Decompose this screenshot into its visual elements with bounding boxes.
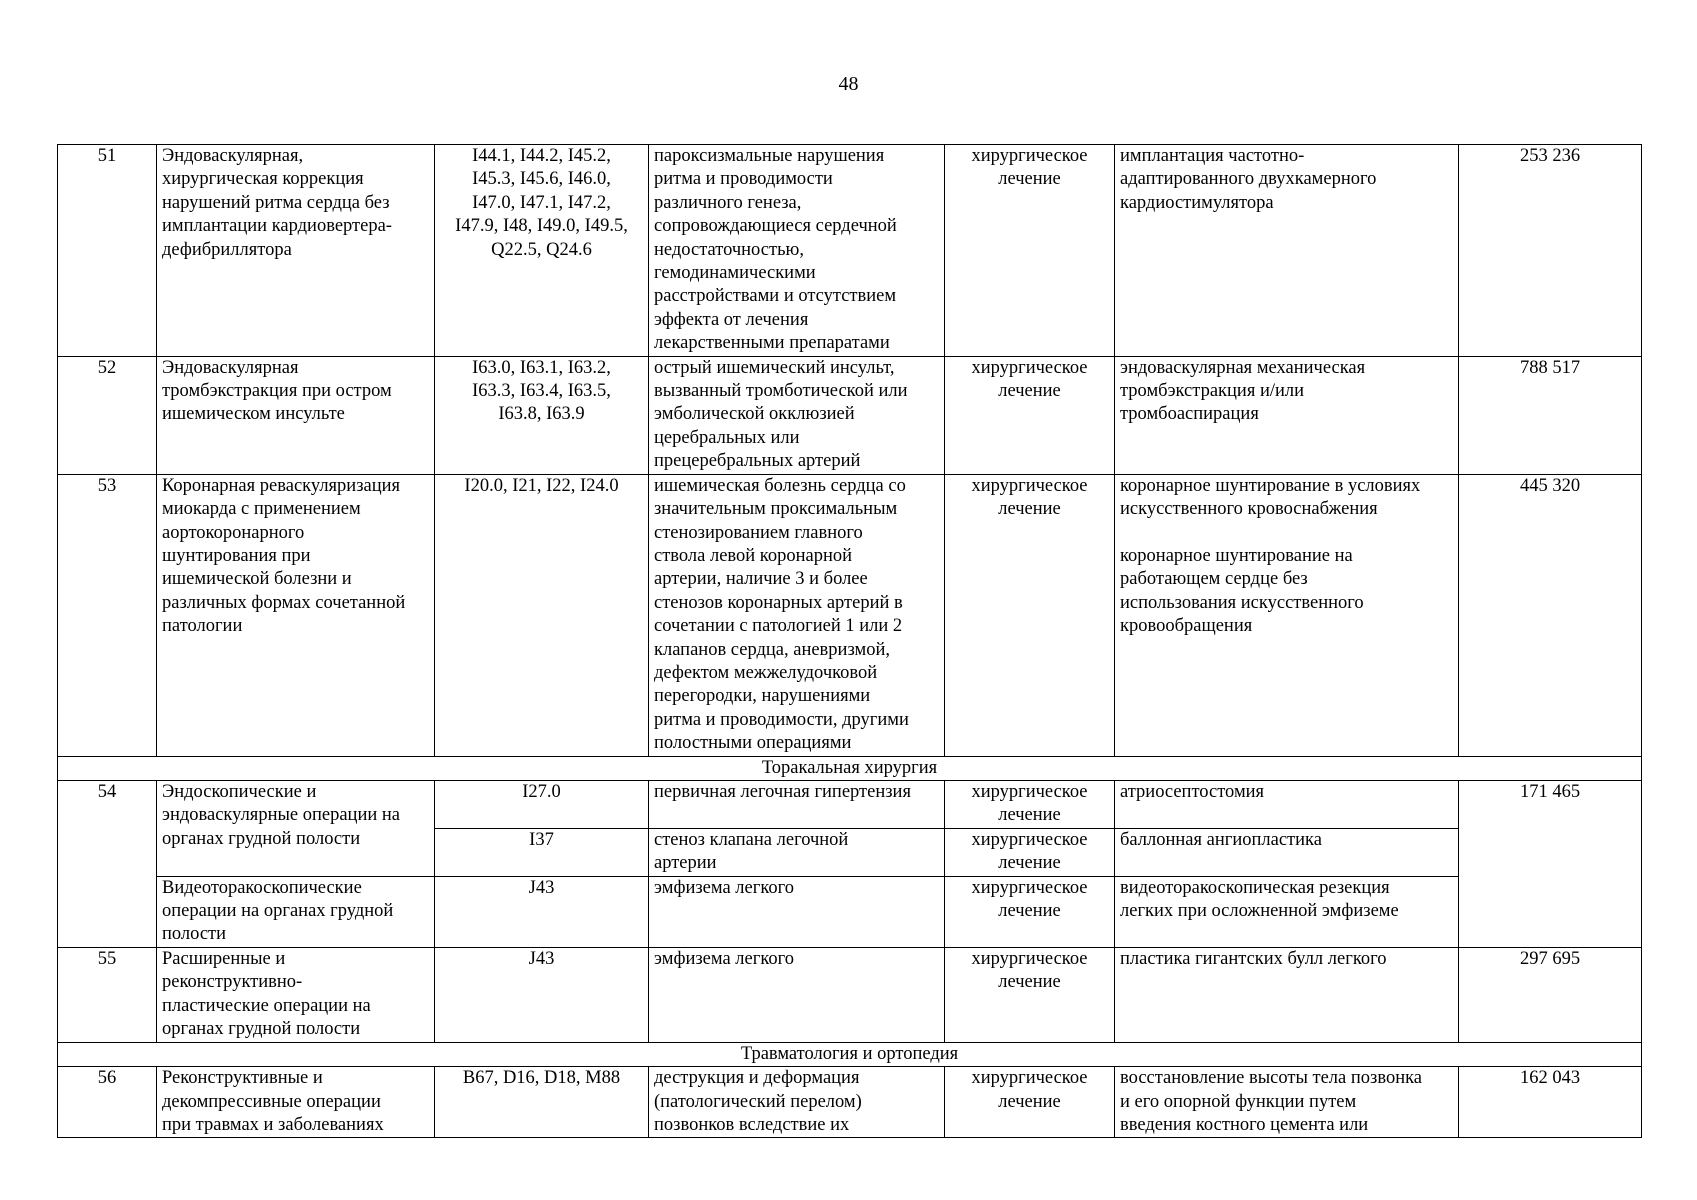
procedure-name-line: Эндоваскулярная	[162, 357, 299, 378]
section-row	[58, 756, 1642, 780]
procedures-table	[57, 144, 1642, 1138]
treatment-method-line: работающем сердце без	[1120, 569, 1308, 590]
patient-model-line: ритма и проводимости	[654, 169, 833, 190]
row-number: 56	[58, 1067, 157, 1138]
treatment-type-line: лечение	[998, 805, 1061, 826]
patient-model-line: значительным проксимальным	[654, 499, 898, 520]
row-number: 53	[58, 474, 157, 756]
treatment-type-line: хирургическое	[971, 877, 1088, 898]
patient-model	[649, 1067, 945, 1138]
patient-model-line: деструкция и деформация	[654, 1068, 860, 1089]
patient-model	[649, 356, 945, 474]
treatment-type	[945, 356, 1115, 474]
icd-codes-line: J43	[528, 948, 555, 969]
treatment-method-line: видеоторакоскопическая резекция	[1120, 877, 1390, 898]
procedure-name-line: дефибриллятора	[162, 239, 292, 260]
patient-model-line: пароксизмальные нарушения	[654, 146, 885, 166]
icd-codes-line: I45.3, I45.6, I46.0,	[472, 169, 611, 190]
icd-codes	[435, 947, 649, 1042]
procedure-name-line: при травмах и заболеваниях	[162, 1115, 384, 1136]
cost-value: 297 695	[1459, 947, 1642, 1042]
patient-model-line: позвонков вследствие их	[654, 1115, 850, 1136]
patient-model-line: сочетании с патологией 1 или 2	[654, 616, 903, 637]
section-heading: Торакальная хирургия	[58, 756, 1642, 780]
table-row	[58, 145, 1642, 357]
patient-model-line: артерии, наличие 3 и более	[654, 569, 868, 590]
procedure-name-line: эндоваскулярные операции на	[162, 805, 400, 826]
icd-codes	[435, 145, 649, 357]
cost-value: 445 320	[1459, 474, 1642, 756]
icd-codes-line: I20.0, I21, I22, I24.0	[464, 475, 619, 496]
procedure-name-line: аортокоронарного	[162, 522, 305, 543]
treatment-type-line: хирургическое	[971, 1068, 1088, 1089]
table-row	[58, 947, 1642, 1042]
treatment-method-line: использования искусственного	[1120, 592, 1364, 613]
patient-model-line: стенозированием главного	[654, 522, 863, 543]
cost-value: 171 465	[1459, 780, 1642, 947]
treatment-method	[1115, 780, 1459, 828]
patient-model-line: перегородки, нарушениями	[654, 686, 871, 707]
treatment-method-line: кардиостимулятора	[1120, 192, 1274, 213]
icd-codes-line: I44.1, I44.2, I45.2,	[472, 146, 611, 166]
page-number: 48	[838, 73, 859, 95]
treatment-type-line: лечение	[998, 499, 1061, 520]
procedure-name	[157, 780, 435, 876]
icd-codes-line: I63.8, I63.9	[498, 404, 585, 425]
patient-model-line: эффекта от лечения	[654, 309, 809, 330]
patient-model-line: прецеребральных артерий	[654, 451, 861, 472]
cost-value: 788 517	[1459, 356, 1642, 474]
treatment-type	[945, 474, 1115, 756]
procedure-name-line: ишемическом инсульте	[162, 404, 345, 425]
treatment-method-line: атриосептостомия	[1120, 781, 1265, 802]
treatment-method-line: кровообращения	[1120, 616, 1253, 637]
patient-model-line: гемодинамическими	[654, 263, 816, 284]
icd-codes-line: I37	[529, 829, 554, 850]
treatment-type	[945, 947, 1115, 1042]
procedure-name-line: органах грудной полости	[162, 1019, 361, 1040]
patient-model-line: полостными операциями	[654, 733, 852, 754]
procedure-name-line: Эндоскопические и	[162, 781, 317, 802]
procedure-name-line: Реконструктивные и	[162, 1068, 323, 1089]
procedure-name-line: Расширенные и	[162, 948, 286, 969]
treatment-method-line: коронарное шунтирование в условиях	[1120, 475, 1421, 496]
row-number: 55	[58, 947, 157, 1042]
treatment-type-line: хирургическое	[971, 781, 1088, 802]
treatment-type	[945, 828, 1115, 876]
treatment-method-line: и его опорной функции путем	[1120, 1091, 1357, 1112]
procedure-name-line: миокарда с применением	[162, 499, 361, 520]
patient-model-line: клапанов сердца, аневризмой,	[654, 639, 890, 660]
treatment-method-line: восстановление высоты тела позвонка	[1120, 1068, 1423, 1089]
icd-codes-line: I47.9, I48, I49.0, I49.5,	[455, 216, 628, 237]
icd-codes-line: I47.0, I47.1, I47.2,	[472, 192, 611, 213]
procedure-name-line: шунтирования при	[162, 545, 311, 566]
treatment-method-line: адаптированного двухкамерного	[1120, 169, 1377, 190]
table-row	[58, 474, 1642, 756]
patient-model	[649, 145, 945, 357]
patient-model	[649, 828, 945, 876]
treatment-method-line: пластика гигантских булл легкого	[1120, 948, 1387, 969]
patient-model-line: стенозов коронарных артерий в	[654, 592, 903, 613]
procedure-name-line: пластические операции на	[162, 995, 371, 1016]
procedure-name	[157, 356, 435, 474]
treatment-method	[1115, 828, 1459, 876]
row-number: 54	[58, 780, 157, 947]
procedure-name	[157, 876, 435, 947]
procedure-name-line: Видеоторакоскопические	[162, 877, 362, 898]
patient-model-line: недостаточностью,	[654, 239, 804, 260]
section-heading: Травматология и ортопедия	[58, 1042, 1642, 1066]
patient-model-line: лекарственными препаратами	[654, 333, 890, 354]
table-row	[58, 1067, 1642, 1138]
treatment-type	[945, 876, 1115, 947]
procedure-name-line: различных формах сочетанной	[162, 592, 406, 613]
icd-codes-line: Q22.5, Q24.6	[491, 239, 592, 260]
patient-model-line: первичная легочная гипертензия	[654, 781, 911, 802]
treatment-method-line: баллонная ангиопластика	[1120, 829, 1322, 850]
treatment-method	[1115, 947, 1459, 1042]
icd-codes	[435, 780, 649, 828]
treatment-type-line: хирургическое	[971, 357, 1088, 378]
treatment-type-line: лечение	[998, 381, 1061, 402]
cost-value: 253 236	[1459, 145, 1642, 357]
treatment-method-line: имплантация частотно-	[1120, 146, 1305, 166]
procedure-name-line: тромбэкстракция при остром	[162, 381, 392, 402]
patient-model-line: расстройствами и отсутствием	[654, 286, 897, 307]
procedure-name-line: Эндоваскулярная,	[162, 146, 304, 166]
procedure-name-line: реконструктивно-	[162, 972, 303, 993]
cost-value: 162 043	[1459, 1067, 1642, 1138]
treatment-method	[1115, 356, 1459, 474]
icd-codes-line: I27.0	[522, 781, 561, 802]
patient-model	[649, 947, 945, 1042]
treatment-method	[1115, 1067, 1459, 1138]
patient-model-line: ствола левой коронарной	[654, 545, 853, 566]
icd-codes	[435, 356, 649, 474]
patient-model-line: различного генеза,	[654, 192, 802, 213]
patient-model-line: сопровождающиеся сердечной	[654, 216, 897, 237]
procedure-name-line: нарушений ритма сердца без	[162, 192, 390, 213]
treatment-type-line: лечение	[998, 169, 1061, 190]
patient-model	[649, 474, 945, 756]
treatment-type-line: хирургическое	[971, 829, 1088, 850]
table-row	[58, 876, 1642, 947]
row-number: 52	[58, 356, 157, 474]
treatment-method-line: тромбоаспирация	[1120, 404, 1259, 425]
patient-model-line: артерии	[654, 853, 717, 874]
procedure-name	[157, 1067, 435, 1138]
treatment-type-line: лечение	[998, 901, 1061, 921]
patient-model-line: эмболической окклюзией	[654, 404, 855, 425]
patient-model-line: вызванный тромботической или	[654, 381, 908, 402]
treatment-type-line: хирургическое	[971, 146, 1088, 166]
icd-codes	[435, 876, 649, 947]
table-body	[58, 145, 1642, 1138]
treatment-method-line: введения костного цемента или	[1120, 1115, 1369, 1136]
procedure-name	[157, 474, 435, 756]
patient-model-line: острый ишемический инсульт,	[654, 357, 895, 378]
treatment-method-line: тромбэкстракция и/или	[1120, 381, 1305, 402]
icd-codes-line: B67, D16, D18, M88	[462, 1068, 621, 1089]
treatment-type	[945, 1067, 1115, 1138]
treatment-type-line: лечение	[998, 1091, 1061, 1112]
icd-codes-line: I63.3, I63.4, I63.5,	[472, 381, 611, 402]
procedure-name	[157, 947, 435, 1042]
treatment-method	[1115, 145, 1459, 357]
icd-codes-line: J43	[528, 877, 555, 898]
row-number: 51	[58, 145, 157, 357]
icd-codes	[435, 474, 649, 756]
treatment-method-line: легких при осложненной эмфиземе	[1120, 901, 1399, 921]
table-row	[58, 356, 1642, 474]
section-row	[58, 1042, 1642, 1066]
treatment-method-line: искусственного кровоснабжения	[1120, 499, 1378, 520]
treatment-method	[1115, 876, 1459, 947]
treatment-type-line: хирургическое	[971, 948, 1088, 969]
patient-model-line: церебральных или	[654, 427, 800, 448]
procedure-name	[157, 145, 435, 357]
paragraph-gap	[1120, 522, 1453, 545]
table-row	[58, 780, 1642, 828]
treatment-type-line: лечение	[998, 853, 1061, 874]
procedure-name-line: декомпрессивные операции	[162, 1091, 381, 1112]
patient-model	[649, 876, 945, 947]
procedure-name-line: имплантации кардиовертера-	[162, 216, 392, 237]
procedure-name-line: органах грудной полости	[162, 828, 361, 849]
patient-model-line: эмфизема легкого	[654, 948, 795, 969]
procedure-name-line: хирургическая коррекция	[162, 169, 364, 190]
treatment-method	[1115, 474, 1459, 756]
patient-model-line: эмфизема легкого	[654, 877, 795, 898]
patient-model-line: ритма и проводимости, другими	[654, 709, 909, 730]
treatment-type	[945, 145, 1115, 357]
procedure-name-line: ишемической болезни и	[162, 569, 352, 590]
icd-codes-line: I63.0, I63.1, I63.2,	[472, 357, 611, 378]
procedure-name-line: патологии	[162, 616, 243, 637]
procedure-name-line: операции на органах грудной	[162, 901, 394, 921]
patient-model-line: (патологический перелом)	[654, 1091, 862, 1112]
patient-model	[649, 780, 945, 828]
treatment-type-line: хирургическое	[971, 475, 1088, 496]
patient-model-line: ишемическая болезнь сердца со	[654, 475, 906, 496]
icd-codes	[435, 828, 649, 876]
treatment-method-line: эндоваскулярная механическая	[1120, 357, 1366, 378]
procedure-name-line: полости	[162, 924, 227, 945]
treatment-method-line: коронарное шунтирование на	[1120, 545, 1353, 566]
procedure-name-line: Коронарная реваскуляризация	[162, 475, 401, 496]
treatment-type	[945, 780, 1115, 828]
patient-model-line: стеноз клапана легочной	[654, 829, 849, 850]
icd-codes	[435, 1067, 649, 1138]
treatment-type-line: лечение	[998, 972, 1061, 993]
patient-model-line: дефектом межжелудочковой	[654, 662, 878, 683]
